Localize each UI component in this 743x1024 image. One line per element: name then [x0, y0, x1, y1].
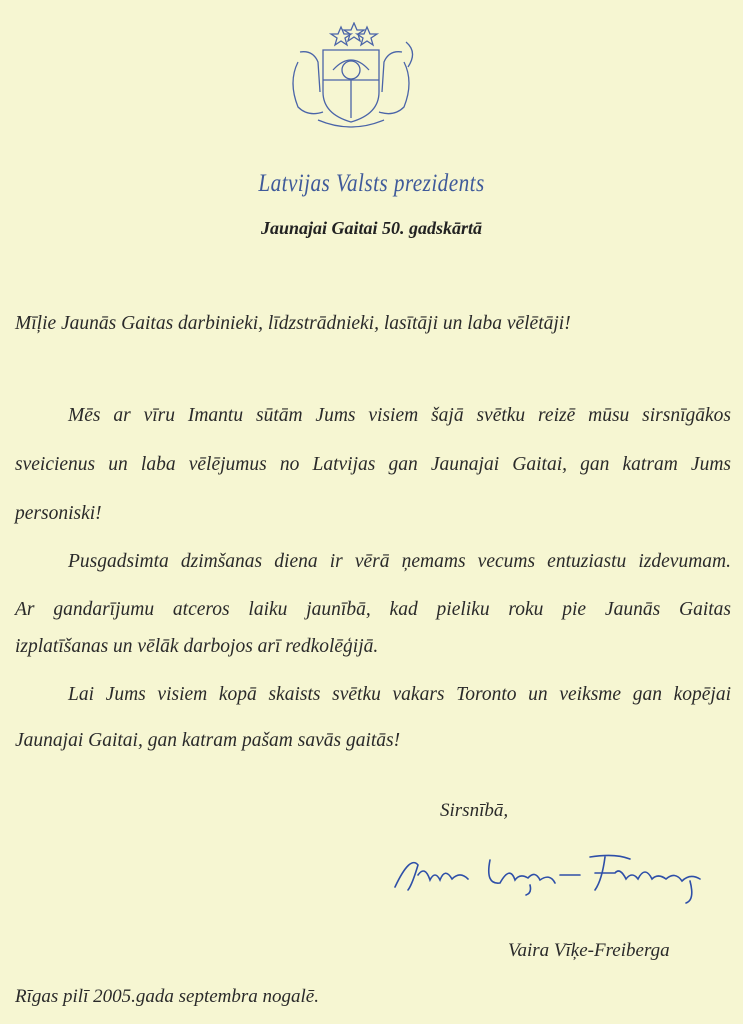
paragraph-line: izplatīšanas un vēlāk darbojos arī redkolēģijā.	[15, 636, 379, 657]
closing: Sirsnībā,	[440, 800, 509, 821]
letter-subtitle: Jaunajai Gaitai 50. gadskārtā	[260, 218, 483, 238]
paragraph-line: Mēs ar vīru Imantu sūtām Jums visiem šajā svētku reizē mūsu sirsnīgākos	[68, 405, 731, 426]
letterhead-title: Latvijas Valsts prezidents	[258, 170, 485, 197]
paragraph-line: sveicienus un laba vēlējumus no Latvijas gan Jaunajai Gaitai, gan katram Jums	[15, 454, 731, 475]
paragraph-line: Jaunajai Gaitai, gan katram pašam savās gaitās!	[15, 730, 401, 751]
coat-of-arms-emblem	[278, 22, 424, 136]
paragraph-line: Ar gandarījumu atceros laiku jaunībā, kad pieliku roku pie Jaunās Gaitas	[15, 599, 731, 620]
paragraph-line: Pusgadsimta dzimšanas diena ir vērā ņemams vecums entuziastu izdevumam.	[68, 551, 731, 572]
paragraph-line: personiski!	[15, 503, 102, 524]
paragraph-line: Lai Jums visiem kopā skaists svētku vakars Toronto un veiksme gan kopējai	[68, 684, 731, 705]
greeting: Mīļie Jaunās Gaitas darbinieki, līdzstrādnieki, lasītāji un laba vēlētāji!	[15, 313, 571, 334]
place-and-date: Rīgas pilī 2005.gada septembra nogalē.	[15, 986, 319, 1007]
signer-name: Vaira Vīķe-Freiberga	[508, 940, 670, 961]
handwritten-signature	[390, 845, 720, 915]
